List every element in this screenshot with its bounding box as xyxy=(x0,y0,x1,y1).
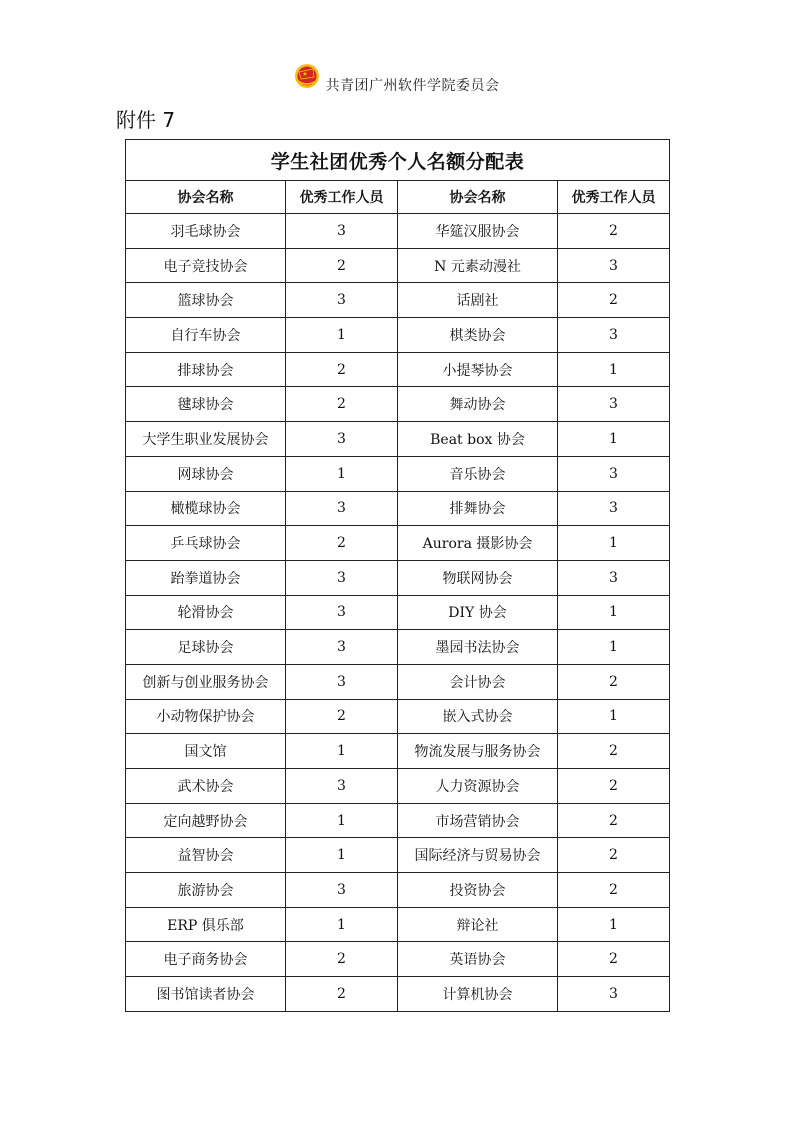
table-row xyxy=(126,214,670,249)
quota-cell: 2 xyxy=(286,699,398,734)
quota-cell: 2 xyxy=(558,873,670,908)
association-name-cell: 会计协会 xyxy=(398,664,558,699)
quota-cell: 3 xyxy=(286,873,398,908)
quota-cell: 2 xyxy=(558,942,670,977)
quota-cell: 1 xyxy=(558,630,670,665)
quota-cell: 2 xyxy=(558,283,670,318)
association-name-cell: DIY 协会 xyxy=(398,595,558,630)
association-name-cell: 旅游协会 xyxy=(126,873,286,908)
association-name-cell: 排舞协会 xyxy=(398,491,558,526)
quota-cell: 3 xyxy=(286,664,398,699)
association-name-cell: 羽毛球协会 xyxy=(126,214,286,249)
table-header-row xyxy=(126,181,670,214)
quota-cell: 2 xyxy=(558,769,670,804)
quota-cell: 3 xyxy=(286,769,398,804)
association-name-cell: 英语协会 xyxy=(398,942,558,977)
table-row xyxy=(126,664,670,699)
association-name-cell: 投资协会 xyxy=(398,873,558,908)
quota-cell: 2 xyxy=(286,942,398,977)
association-name-cell: 定向越野协会 xyxy=(126,803,286,838)
organization-name: 共青团广州软件学院委员会 xyxy=(325,78,500,94)
quota-cell: 1 xyxy=(286,907,398,942)
quota-cell: 1 xyxy=(286,318,398,353)
quota-cell: 1 xyxy=(558,422,670,457)
table-row xyxy=(126,352,670,387)
quota-cell: 2 xyxy=(558,734,670,769)
quota-cell: 2 xyxy=(558,664,670,699)
association-name-cell: 人力资源协会 xyxy=(398,769,558,804)
column-header-quota: 优秀工作人员 xyxy=(286,181,398,214)
table-row xyxy=(126,873,670,908)
table-row xyxy=(126,769,670,804)
association-name-cell: 音乐协会 xyxy=(398,456,558,491)
association-name-cell: 篮球协会 xyxy=(126,283,286,318)
quota-cell: 2 xyxy=(286,977,398,1012)
association-name-cell: 排球协会 xyxy=(126,352,286,387)
column-header-association: 协会名称 xyxy=(126,181,286,214)
quota-cell: 3 xyxy=(558,248,670,283)
table-body xyxy=(126,214,670,1012)
quota-cell: 3 xyxy=(558,387,670,422)
attachment-label: 附件 7 xyxy=(116,108,176,132)
quota-cell: 3 xyxy=(286,422,398,457)
table-row xyxy=(126,942,670,977)
association-name-cell: 毽球协会 xyxy=(126,387,286,422)
association-name-cell: 小提琴协会 xyxy=(398,352,558,387)
association-name-cell: 华筵汉服协会 xyxy=(398,214,558,249)
table-row xyxy=(126,595,670,630)
quota-cell: 3 xyxy=(558,318,670,353)
association-name-cell: 国文馆 xyxy=(126,734,286,769)
table-row xyxy=(126,977,670,1012)
association-name-cell: 国际经济与贸易协会 xyxy=(398,838,558,873)
column-header-association: 协会名称 xyxy=(398,181,558,214)
association-name-cell: 足球协会 xyxy=(126,630,286,665)
association-name-cell: 电子商务协会 xyxy=(126,942,286,977)
quota-cell: 1 xyxy=(286,838,398,873)
association-name-cell: 乒乓球协会 xyxy=(126,526,286,561)
quota-cell: 1 xyxy=(558,595,670,630)
quota-cell: 2 xyxy=(558,803,670,838)
quota-cell: 2 xyxy=(286,526,398,561)
table-row xyxy=(126,283,670,318)
association-name-cell: 嵌入式协会 xyxy=(398,699,558,734)
quota-cell: 2 xyxy=(286,352,398,387)
association-name-cell: 舞动协会 xyxy=(398,387,558,422)
quota-cell: 1 xyxy=(558,699,670,734)
quota-cell: 3 xyxy=(558,977,670,1012)
table-row xyxy=(126,491,670,526)
association-name-cell: 益智协会 xyxy=(126,838,286,873)
association-name-cell: 电子竞技协会 xyxy=(126,248,286,283)
quota-cell: 3 xyxy=(286,560,398,595)
association-name-cell: 市场营销协会 xyxy=(398,803,558,838)
association-name-cell: 橄榄球协会 xyxy=(126,491,286,526)
document-header xyxy=(0,56,793,96)
quota-cell: 2 xyxy=(558,214,670,249)
association-name-cell: 计算机协会 xyxy=(398,977,558,1012)
association-name-cell: N 元素动漫社 xyxy=(398,248,558,283)
association-name-cell: Beat box 协会 xyxy=(398,422,558,457)
quota-cell: 2 xyxy=(286,387,398,422)
association-name-cell: 跆拳道协会 xyxy=(126,560,286,595)
association-name-cell: 物流发展与服务协会 xyxy=(398,734,558,769)
table-row xyxy=(126,803,670,838)
table-row xyxy=(126,560,670,595)
quota-cell: 3 xyxy=(286,491,398,526)
association-name-cell: 自行车协会 xyxy=(126,318,286,353)
quota-cell: 2 xyxy=(286,248,398,283)
quota-cell: 1 xyxy=(558,526,670,561)
quota-cell: 3 xyxy=(286,283,398,318)
quota-cell: 3 xyxy=(286,595,398,630)
quota-cell: 3 xyxy=(286,630,398,665)
table-row xyxy=(126,456,670,491)
league-emblem-icon xyxy=(294,63,320,89)
table-row xyxy=(126,630,670,665)
association-name-cell: 小动物保护协会 xyxy=(126,699,286,734)
quota-cell: 3 xyxy=(286,214,398,249)
quota-cell: 1 xyxy=(286,803,398,838)
column-header-quota: 优秀工作人员 xyxy=(558,181,670,214)
table-row xyxy=(126,838,670,873)
table-row xyxy=(126,699,670,734)
quota-cell: 3 xyxy=(558,491,670,526)
association-name-cell: Aurora 摄影协会 xyxy=(398,526,558,561)
quota-cell: 3 xyxy=(558,456,670,491)
table-row xyxy=(126,907,670,942)
table-row xyxy=(126,734,670,769)
association-name-cell: 网球协会 xyxy=(126,456,286,491)
quota-cell: 1 xyxy=(558,352,670,387)
quota-cell: 2 xyxy=(558,838,670,873)
table-row xyxy=(126,526,670,561)
table-row xyxy=(126,248,670,283)
association-name-cell: 图书馆读者协会 xyxy=(126,977,286,1012)
association-name-cell: 墨园书法协会 xyxy=(398,630,558,665)
association-name-cell: 辩论社 xyxy=(398,907,558,942)
table-row xyxy=(126,318,670,353)
association-name-cell: 大学生职业发展协会 xyxy=(126,422,286,457)
quota-cell: 1 xyxy=(286,734,398,769)
quota-cell: 3 xyxy=(558,560,670,595)
quota-table xyxy=(125,139,670,1012)
table-row xyxy=(126,422,670,457)
association-name-cell: 话剧社 xyxy=(398,283,558,318)
table-row xyxy=(126,387,670,422)
association-name-cell: 棋类协会 xyxy=(398,318,558,353)
association-name-cell: 物联网协会 xyxy=(398,560,558,595)
quota-cell: 1 xyxy=(558,907,670,942)
association-name-cell: 创新与创业服务协会 xyxy=(126,664,286,699)
association-name-cell: ERP 俱乐部 xyxy=(126,907,286,942)
table-title: 学生社团优秀个人名额分配表 xyxy=(126,140,670,181)
association-name-cell: 武术协会 xyxy=(126,769,286,804)
quota-cell: 1 xyxy=(286,456,398,491)
association-name-cell: 轮滑协会 xyxy=(126,595,286,630)
